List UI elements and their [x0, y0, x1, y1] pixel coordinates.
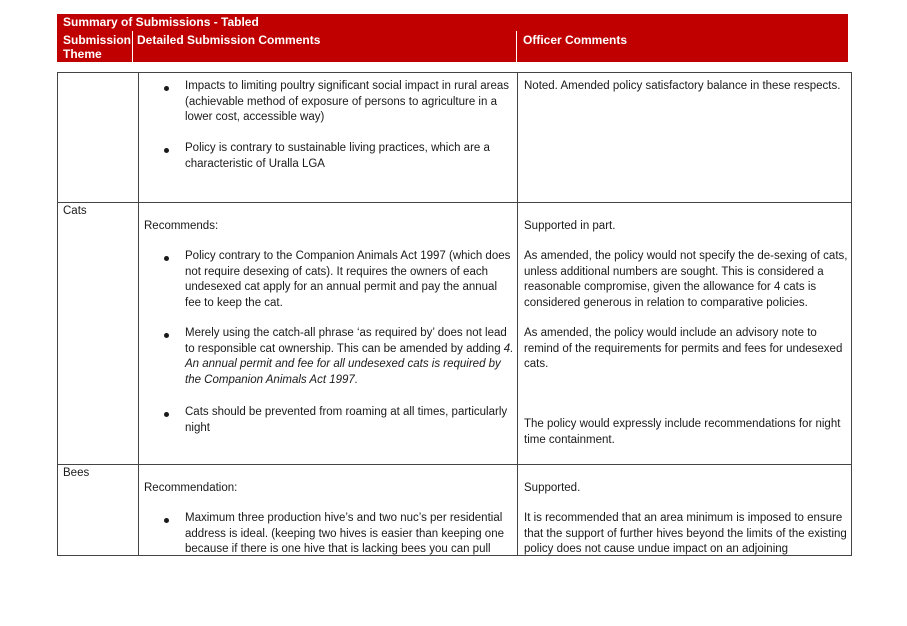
header-theme-line2: Theme: [63, 47, 102, 61]
bullet-icon: [164, 518, 169, 523]
row3-intro: Recommendation:: [144, 482, 238, 494]
bullet-icon: [164, 256, 169, 261]
row2-officer-para-2: As amended, the policy would include an advisory note to remind of the requirements for permits and fees for undesexed cats.: [524, 327, 843, 370]
bullet-icon: [164, 412, 169, 417]
table-title: Summary of Submissions - Tabled: [57, 14, 848, 31]
header-detailed-comments: Detailed Submission Comments: [137, 33, 321, 47]
row2-officer-intro: Supported in part.: [524, 220, 616, 232]
row2-bullet-3: Cats should be prevented from roaming at all times, particularly night: [185, 406, 508, 434]
row2-intro: Recommends:: [144, 220, 219, 232]
row3-bullet-1: Maximum three production hive’s and two nuc’s per residential address is ideal. (keeping two hives is easier than keeping one because if there is one hive that is lacking bees you can pull: [185, 512, 504, 555]
row3-officer-intro: Supported.: [524, 482, 581, 494]
row2-officer-para-1: As amended, the policy would not specify the de-sexing of cats, unless additional numbers are sought. This is considered a reasonable compromise, given the allowance for 4 cats is considered generous in relation to comparative policies.: [524, 250, 848, 309]
row1-officer-comment: Noted. Amended policy satisfactory balance in these respects.: [524, 80, 841, 92]
header-submission-theme: [63, 33, 133, 61]
row1-bullet-1: Impacts to limiting poultry significant social impact in rural areas (achievable method of exposure of persons to agriculture in a lower cost, accessible way): [185, 80, 510, 123]
bullet-icon: [164, 148, 169, 153]
row-divider: [58, 464, 851, 465]
row1-bullet-2: Policy is contrary to sustainable living practices, which are a characteristic of Uralla LGA: [185, 142, 490, 170]
row2-bullet-2-italic: 4. An annual permit and fee for all undesexed cats is required by the Companion Animals Act 1997.: [185, 342, 514, 386]
column-divider: [517, 73, 518, 555]
row2-bullet-2: [185, 326, 515, 388]
bullet-icon: [164, 86, 169, 91]
row2-bullet-1: Policy contrary to the Companion Animals Act 1997 (which does not require desexing of cats). It requires the owners of each undesexed cat apply for an annual permit and pay the annual fee to keep the cat.: [185, 250, 511, 309]
column-divider: [138, 73, 139, 555]
header-officer-comments: Officer Comments: [523, 33, 628, 47]
header-divider: [132, 31, 133, 62]
submissions-table: [57, 72, 852, 556]
row2-bullet-2-text: Merely using the catch-all phrase ‘as required by’ does not lead to responsible cat ownership. This can be amended by adding: [185, 327, 507, 355]
theme-cats: Cats: [63, 205, 87, 217]
row2-officer-para-3: The policy would expressly include recommendations for night time containment.: [524, 418, 841, 446]
theme-bees: Bees: [63, 467, 90, 479]
bullet-icon: [164, 333, 169, 338]
row-divider: [58, 202, 851, 203]
header-theme-line1: Submission: [63, 33, 132, 47]
table-header-row: [57, 31, 848, 62]
row3-officer-para-1: It is recommended that an area minimum is imposed to ensure that the support of further hives beyond the limits of the existing policy does not cause undue impact on an adjoining: [524, 512, 847, 555]
header-divider: [516, 31, 517, 62]
